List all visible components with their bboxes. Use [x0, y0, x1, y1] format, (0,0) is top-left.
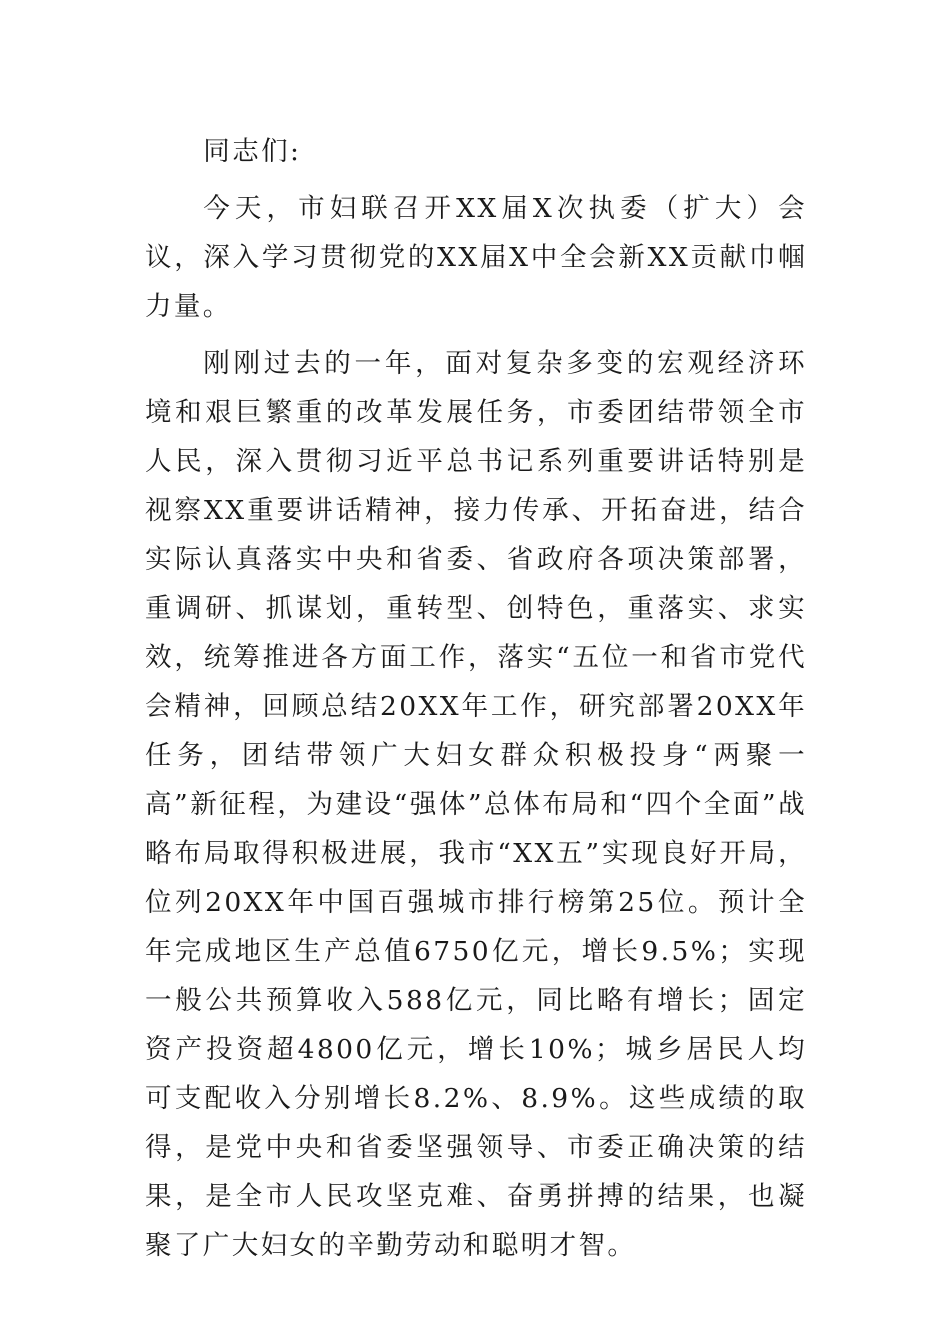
salutation: 同志们:	[203, 136, 302, 167]
paragraph-opening: 今天，市妇联召开XX届X次执委（扩大）会议，深入学习贯彻党的XX届X中全会新XX贡献巾帼力量。	[145, 193, 807, 322]
document-body	[145, 127, 807, 1278]
paragraph-review: 刚刚过去的一年，面对复杂多变的宏观经济环境和艰巨繁重的改革发展任务，市委团结带领全市人民，深入贯彻习近平总书记系列重要讲话特别是视察XX重要讲话精神，接力传承、开拓奋进，结合实际认真落实中央和省委、省政府各项决策部署，重调研、抓谋划，重转型、创特色，重落实、求实效，统筹推进各方面工作，落实“五位一和省市党代会精神，回顾总结20XX年工作，研究部署20XX年任务，团结带领广大妇女群众积极投身“两聚一高”新征程，为建设“强体”总体布局和“四个全面”战略布局取得积极进展，我市“XX五”实现良好开局，位列20XX年中国百强城市排行榜第25位。预计全年完成地区生产总值6750亿元，增长9.5%；实现一般公共预算收入588亿元，同比略有增长；固定资产投资超4800亿元，增长10%；城乡居民人均可支配收入分别增长8.2%、8.9%。这些成绩的取得，是党中央和省委坚强领导、市委正确决策的结果，是全市人民攻坚克难、奋勇拼搏的结果，也凝聚了广大妇女的辛勤劳动和聪明才智。	[145, 348, 807, 1261]
